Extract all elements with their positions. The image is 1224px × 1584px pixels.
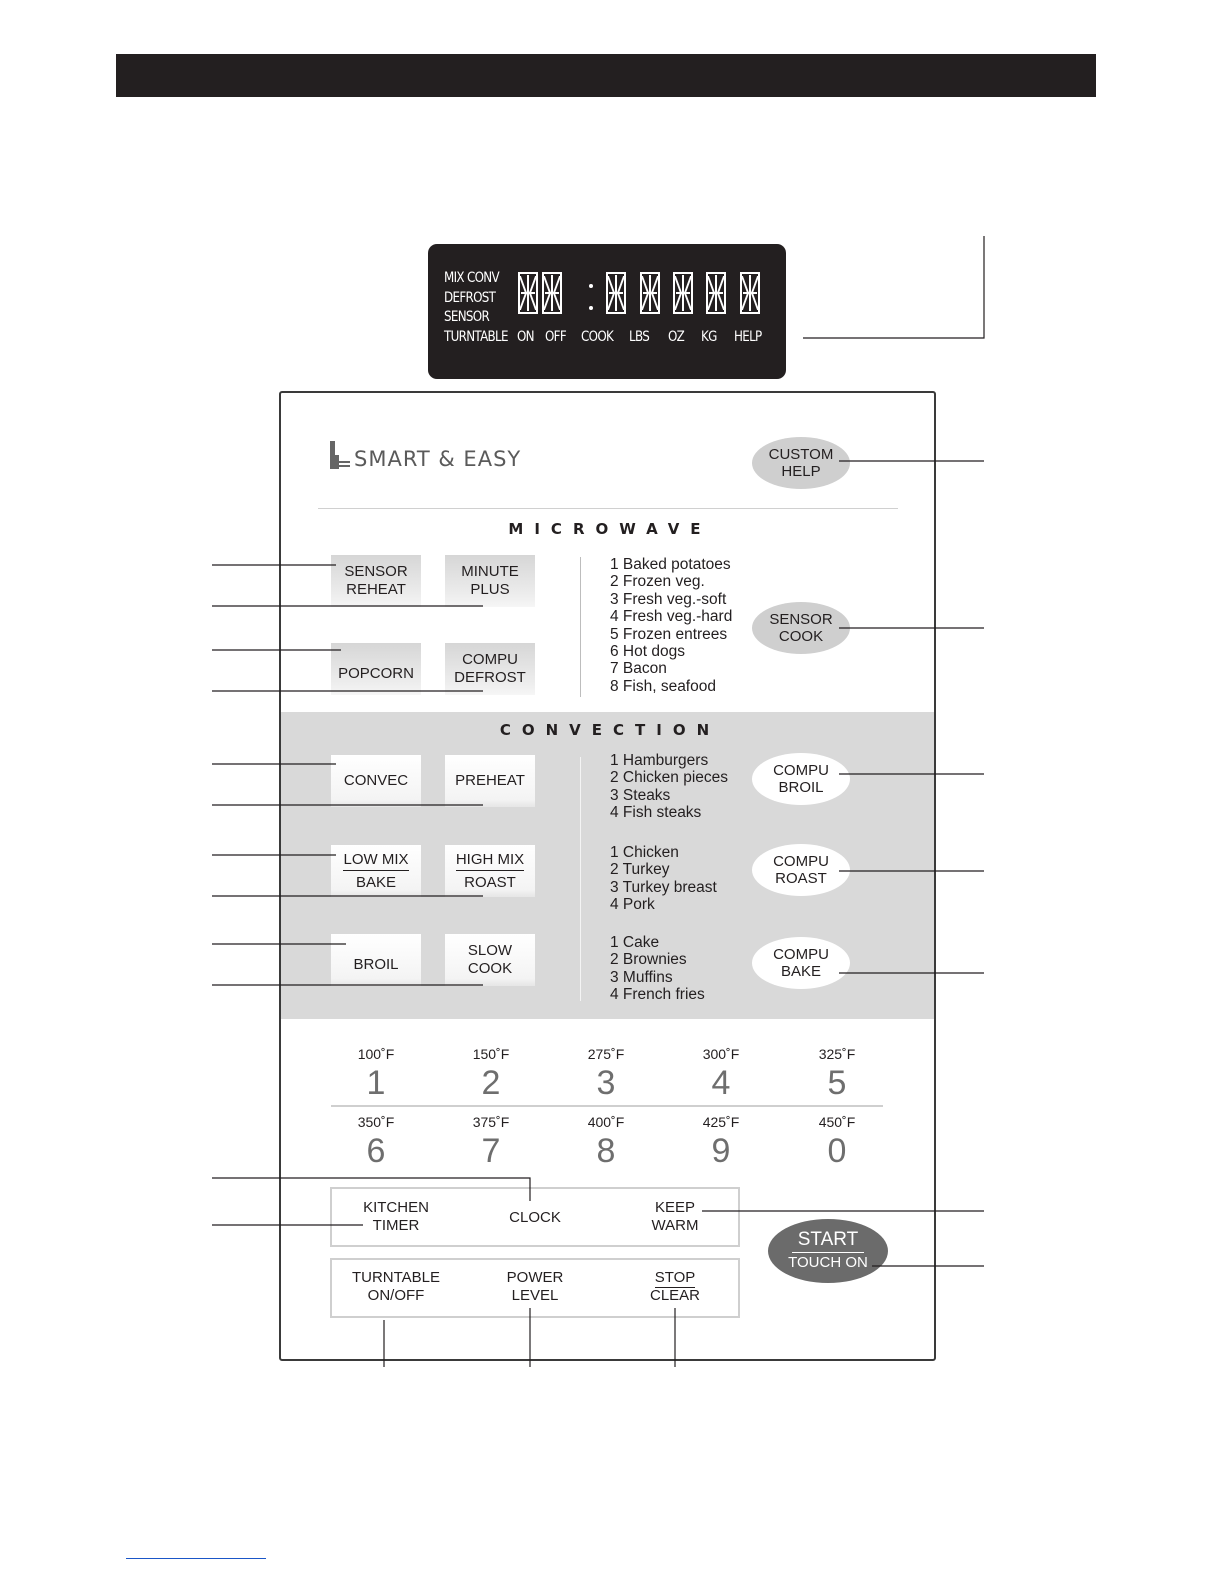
button-label: COOK [778,628,824,645]
digit-label: 4 [711,1064,731,1102]
button-label: CLOCK [509,1209,561,1226]
indicator-on: ON [517,329,534,345]
button-label: STOP [654,1269,696,1286]
list-item: 3 Fresh veg.-soft [610,590,727,608]
digit-label: 6 [366,1132,386,1170]
button-label: COMPU [773,762,829,779]
list-item: 2 Brownies [610,951,687,969]
button-label: ROAST [775,870,827,887]
indicator-defrost: DEFROST [444,290,496,306]
digit-label: 3 [596,1064,616,1102]
button-label: REHEAT [346,581,406,598]
button-label: KEEP [654,1199,696,1216]
footer-link-underline [126,1558,266,1559]
leader-line-display [803,236,984,338]
digit-label: 8 [596,1132,616,1170]
list-item: 4 Fish steaks [610,804,702,822]
digit-label: 1 [366,1064,386,1102]
list-item: 4 Fresh veg.-hard [610,608,733,626]
leader-line [212,1178,530,1201]
button-label: POWER [506,1269,564,1286]
indicator-turntable: TURNTABLE [444,329,508,345]
list-item: 3 Steaks [610,786,671,804]
indicator-kg: KG [701,329,717,345]
temp-label: 400˚F [587,1114,625,1130]
temp-label: 100˚F [357,1046,395,1062]
button-label: HIGH MIX [456,851,524,871]
indicator-cook: COOK [581,329,614,345]
button-label: COMPU [462,651,518,668]
button-label: DEFROST [454,669,526,686]
list-item: 6 Hot dogs [610,643,685,661]
button-label: SLOW [467,942,513,959]
temp-label: 275˚F [587,1046,625,1062]
digit-label: 9 [711,1132,731,1170]
list-item: 1 Baked potatoes [610,556,731,573]
section-title-microwave: MICROWAVE [508,520,712,538]
list-item: 3 Muffins [610,968,673,986]
temp-label: 425˚F [702,1114,740,1130]
temp-label: 450˚F [818,1114,856,1130]
button-label: POPCORN [338,665,414,682]
button-label: ROAST [464,873,516,891]
button-label: TIMER [372,1217,420,1234]
button-label: KITCHEN [363,1199,429,1216]
indicator-off: OFF [545,329,567,345]
button-label: LEVEL [511,1287,559,1304]
list-item: 1 Hamburgers [610,752,709,769]
temp-label: 300˚F [702,1046,740,1062]
button-label: WARM [651,1217,699,1234]
button-label: ON/OFF [367,1287,425,1304]
digit-label: 5 [827,1064,847,1102]
temp-label: 375˚F [472,1114,510,1130]
indicator-mix-conv: MIX CONV [444,270,499,286]
button-label: PLUS [470,581,510,598]
list-item: 2 Chicken pieces [610,769,729,787]
list-item: 1 Cake [610,934,660,951]
list-item: 7 Bacon [610,660,667,678]
button-label: TURNTABLE [351,1269,441,1286]
button-label: BAKE [355,873,397,891]
button-label: CLEAR [649,1287,701,1304]
button-label: COMPU [773,853,829,870]
button-label: CUSTOM [768,446,834,463]
list-item: 3 Turkey breast [610,878,717,896]
button-label: LOW MIX [343,851,408,871]
temp-label: 325˚F [818,1046,856,1062]
digit-label: 0 [827,1132,847,1170]
indicator-oz: OZ [668,329,685,345]
temp-label: 150˚F [472,1046,510,1062]
digit-label: 7 [481,1132,501,1170]
button-label: BROIL [778,779,824,796]
button-label: PREHEAT [455,772,525,789]
button-label: MINUTE [461,563,519,580]
section-title-convection: CONVECTION [499,721,721,739]
logo-text: SMART & EASY [354,447,522,471]
indicator-help: HELP [734,329,762,345]
list-item: 2 Frozen veg. [610,573,705,591]
list-item: 4 French fries [610,986,705,1004]
button-label: BROIL [353,956,399,973]
button-label: BAKE [780,963,822,980]
button-label: HELP [781,463,821,480]
button-label: SENSOR [344,563,408,580]
temp-label: 350˚F [357,1114,395,1130]
list-item: 5 Frozen entrees [610,625,728,643]
button-label: COOK [467,960,513,977]
list-item: 1 Chicken [610,844,679,861]
indicator-sensor: SENSOR [444,309,490,325]
button-label: START [792,1229,865,1253]
button-label: CONVEC [343,772,409,789]
button-label: SENSOR [769,611,833,628]
button-label: TOUCH ON [788,1254,868,1271]
digit-label: 2 [481,1064,501,1102]
list-item: 2 Turkey [610,861,670,879]
list-item: 8 Fish, seafood [610,677,716,695]
button-label: COMPU [773,946,829,963]
list-item: 4 Pork [610,896,655,914]
indicator-lbs: LBS [629,329,650,345]
